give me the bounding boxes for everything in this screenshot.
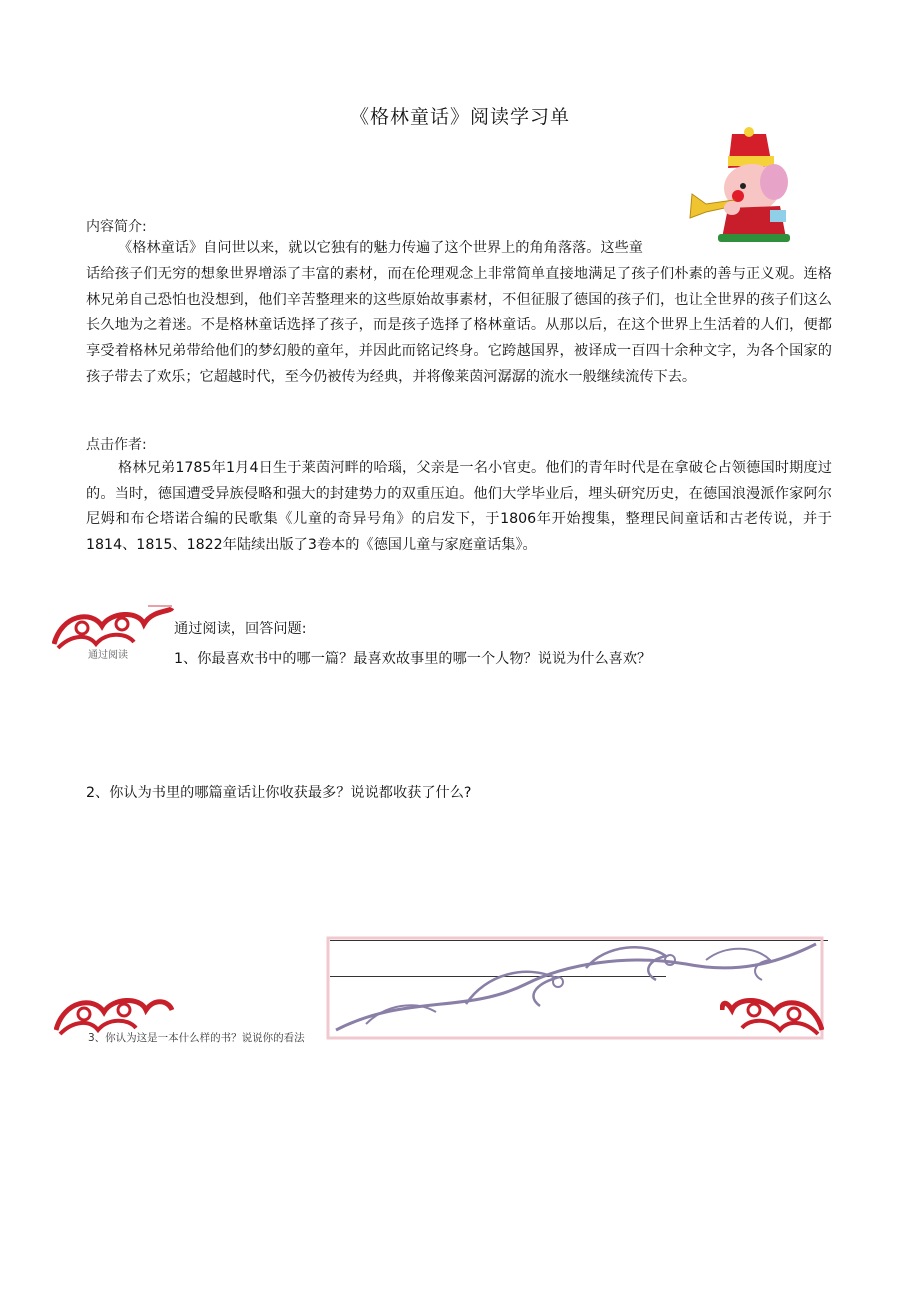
question-3: 3、你认为这是一本什么样的书？说说你的看法 bbox=[88, 1032, 305, 1044]
page-title: 《格林童话》阅读学习单 bbox=[349, 106, 570, 128]
trumpet-clown-illustration bbox=[688, 126, 800, 244]
intro-first-line: 《格林童话》自问世以来，就以它独有的魅力传遍了这个世界上的角角落落。这些童 bbox=[118, 240, 643, 256]
question-2: 2、你认为书里的哪篇童话让你收获最多？说说都收获了什么? bbox=[86, 785, 472, 801]
red-cloud-ornament-icon bbox=[52, 604, 174, 652]
author-paragraph: 格林兄弟1785年1月4日生于莱茵河畔的哈瑙，父亲是一名小官吏。他们的青年时代是在拿破仑占领德国时期度过的。当时，德国遭受异族侵略和强大的封建势力的双重压迫。他们大学毕业后，埋头研究历史，在德国浪漫派作家阿尔尼姆和布仑塔诺合编的民歌集《儿童的奇异号角》的启发下，于1806年开始搜集，整理民间童话和古老传说，并于1814、1815、1822年陆续出版了3卷本的《德国儿童与家庭童话集》。 bbox=[86, 460, 832, 554]
intro-paragraph: 话给孩子们无穷的想象世界增添了丰富的素材，而在伦理观念上非常简单直接地满足了孩子们朴素的善与正义观。连格林兄弟自己恐怕也没想到，他们辛苦整理来的这些原始故事素材，不但征服了德国的孩子们，也让全世界的孩子们这么长久地为之着迷。不是格林童话选择了孩子，而是孩子选择了格林童话。从那以后，在这个世界上生活着的人们，便都享受着格林兄弟带给他们的梦幻般的童年，并因此而铭记终身。它跨越国界，被译成一百四十余种文字，为各个国家的孩子带去了欢乐；它超越时代，至今仍被传为经典，并将像莱茵河潺潺的流水一般继续流传下去。 bbox=[86, 266, 832, 385]
author-label: 点击作者: bbox=[86, 437, 147, 453]
ornament-caption: 通过阅读 bbox=[88, 650, 128, 661]
section-label: 通过阅读，回答问题: bbox=[174, 621, 307, 637]
question-1: 1、你最喜欢书中的哪一篇？最喜欢故事里的哪一个人物？说说为什么喜欢？ bbox=[174, 651, 652, 667]
intro-label: 内容简介: bbox=[86, 219, 147, 235]
red-cloud-ornament-icon bbox=[720, 990, 824, 1036]
